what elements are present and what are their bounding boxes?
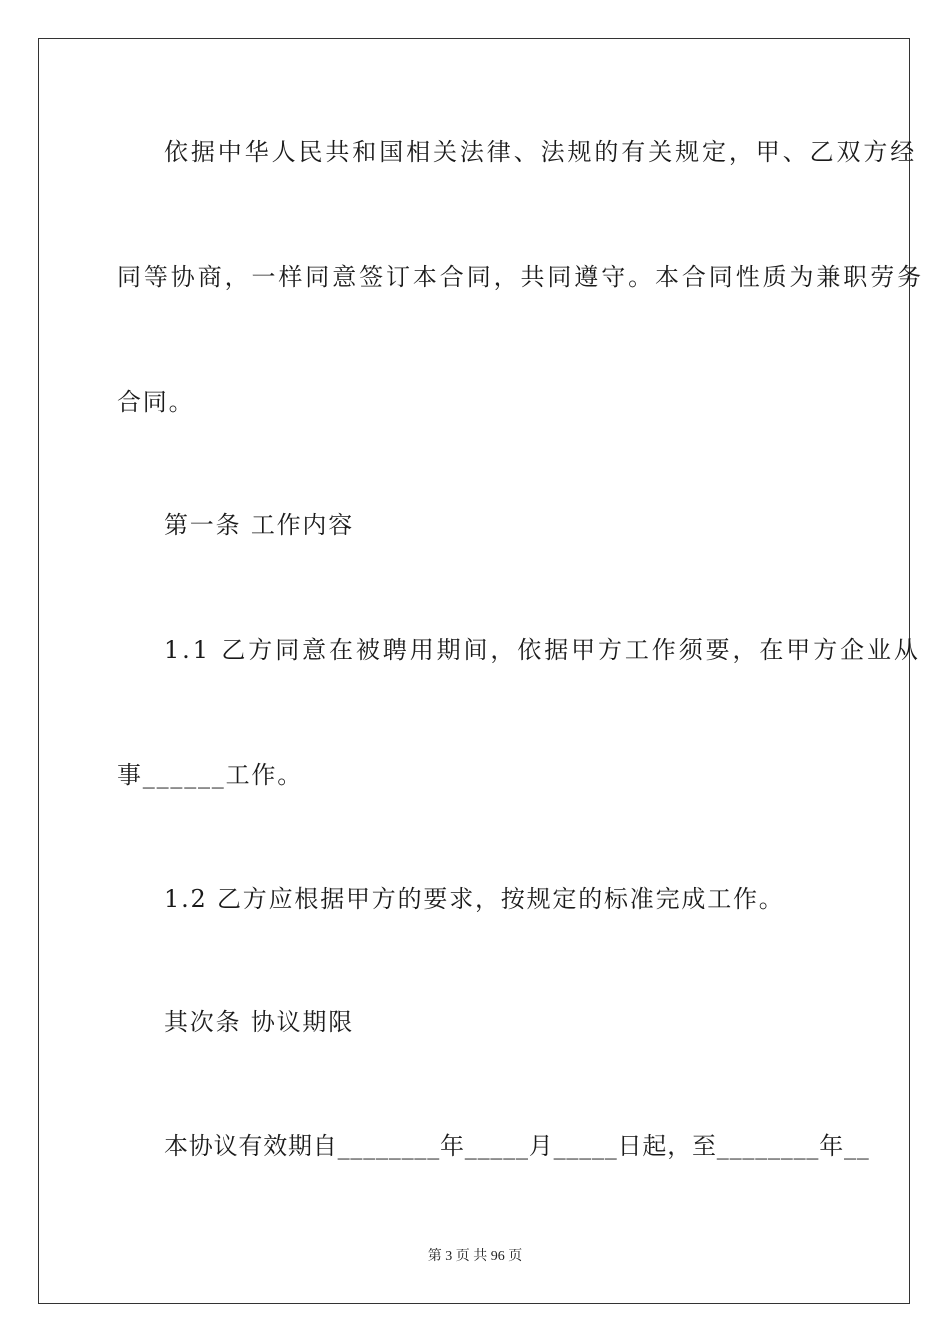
paragraph-line: 1.2 乙方应根据甲方的要求，按规定的标准完成工作。 xyxy=(164,885,785,913)
section-heading: 第一条 工作内容 xyxy=(164,511,355,539)
paragraph-line: 1.1 乙方同意在被聘用期间，依据甲方工作须要，在甲方企业从 xyxy=(164,636,921,664)
paragraph-line: 依据中华人民共和国相关法律、法规的有关规定，甲、乙双方经 xyxy=(164,138,918,166)
section-heading: 其次条 协议期限 xyxy=(164,1008,355,1036)
page-number-footer: 第 3 页 共 96 页 xyxy=(427,1249,523,1264)
page-border xyxy=(38,38,910,1304)
paragraph-line: 合同。 xyxy=(117,388,195,416)
paragraph-line: 事______工作。 xyxy=(117,761,303,789)
paragraph-line: 同等协商，一样同意签订本合同，共同遵守。本合同性质为兼职劳务 xyxy=(117,263,924,291)
paragraph-line: 本协议有效期自________年_____月_____日起，至________年__ xyxy=(164,1132,870,1160)
